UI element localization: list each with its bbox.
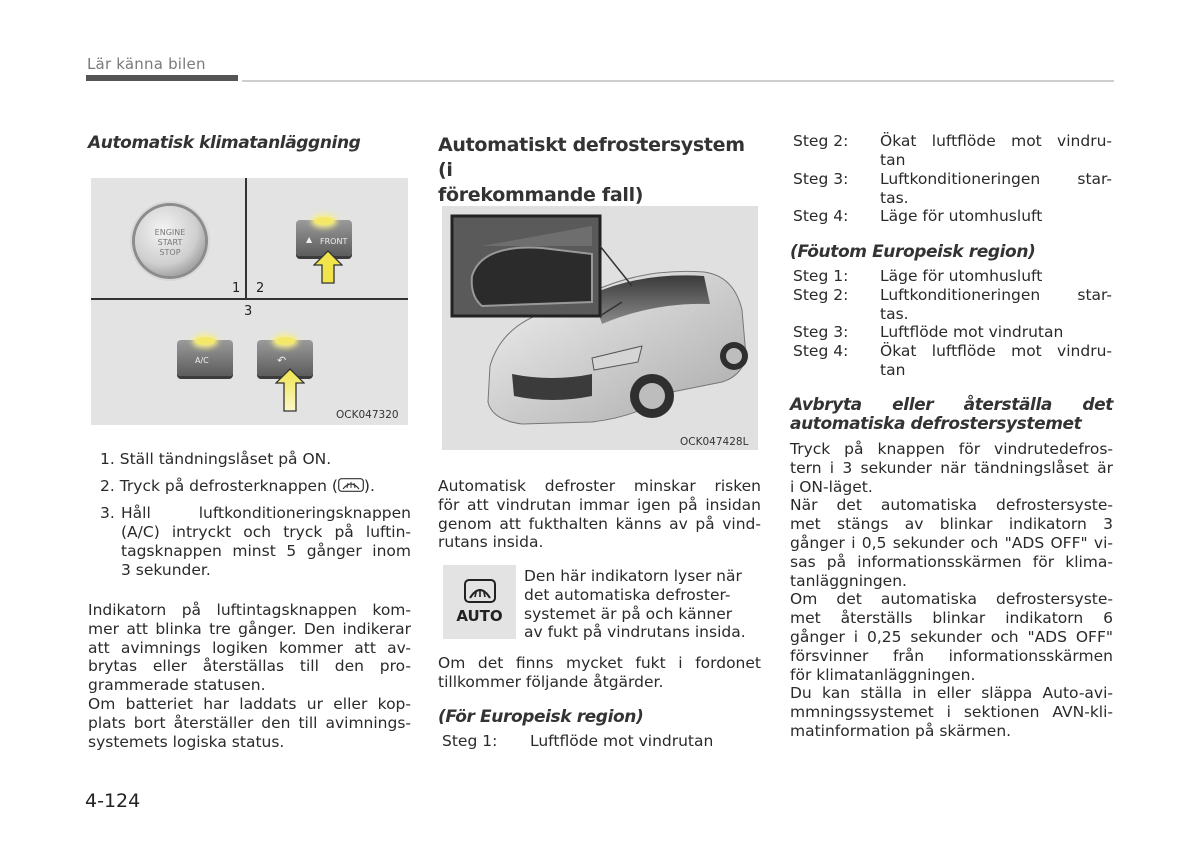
text-line: försvinner från informationsskärmen [790, 646, 1113, 665]
figure-code: OCK047428L [680, 436, 749, 448]
step-text: Läge för utomhusluft [880, 207, 1043, 225]
list-item [100, 477, 375, 496]
heading-auto-defrost [438, 133, 763, 208]
step-label: Steg 1: [793, 267, 849, 285]
step-text: Ställ tändningslåset på ON. [119, 450, 332, 468]
car-illustration [442, 206, 758, 450]
step-text-line: tagsknappen minst 5 gånger inom [121, 542, 411, 560]
step-label: Steg 1: [442, 732, 498, 750]
text-line: Om batteriet har laddats ur eller kop- [88, 694, 411, 713]
middle-paragraph-1 [438, 477, 761, 552]
header-rule [242, 80, 1114, 82]
divider-horizontal [91, 298, 408, 300]
figure-label-1: 1 [232, 281, 241, 296]
list-item [100, 450, 331, 469]
right-paragraph [790, 440, 1113, 741]
step-number: 2. [100, 477, 115, 495]
step-text-line: (A/C) intryckt och tryck på luftin- [121, 523, 411, 541]
text-line: brytas eller återställas till den pro- [88, 657, 411, 676]
step-label: Steg 2: [793, 132, 849, 150]
step-label: Steg 4: [793, 342, 849, 360]
text-line: tanläggningen. [790, 571, 907, 590]
text-line: sas på informationsskärmen för klima- [790, 552, 1113, 571]
car-mirror-figure [442, 206, 758, 450]
text-line: Om det finns mycket fukt i fordonet [438, 654, 761, 672]
heading-line: Avbryta eller återställa det [790, 395, 1113, 415]
left-paragraph [88, 601, 411, 751]
defrost-icon [338, 478, 364, 492]
step-text: Tryck på defrosterknappen ( [119, 477, 338, 495]
indicator-description [524, 567, 764, 642]
text-line: mer att blinka tre gånger. Den indikerar [88, 619, 411, 638]
middle-paragraph-2 [438, 654, 761, 692]
step-number: 1. [100, 450, 115, 468]
list-item [100, 504, 115, 523]
recirculation-icon: ↶ [277, 354, 287, 367]
text-line: för klimatanläggningen. [790, 665, 976, 684]
text-line: met återställs blinkar indikatorn 6 [790, 609, 1113, 628]
header-bar [86, 75, 238, 81]
step-text: Luftkonditioneringen star- [880, 286, 1112, 304]
text-line: mmningssystemet i sektionen AVN-kli- [790, 703, 1113, 722]
climate-figure [91, 178, 408, 425]
text-line: matinformation på skärmen. [790, 721, 1012, 740]
auto-label: AUTO [456, 607, 503, 625]
start-label-stop: STOP [159, 248, 181, 257]
text-line: gånger i 0,25 sekunder och "ADS OFF" [790, 627, 1113, 646]
subheading-eu: (För Europeisk region) [438, 707, 644, 727]
arrow-up-icon [313, 250, 343, 284]
step-text-end: ). [363, 477, 375, 495]
text-line: Du kan ställa in eller släppa Auto-avi- [790, 684, 1113, 703]
start-stop-button-illustration [135, 206, 205, 276]
step-label: Steg 4: [793, 207, 849, 225]
text-line: av fukt på vindrutans insida. [524, 623, 746, 642]
step-text-line: Håll luftkonditioneringsknappen [121, 504, 411, 522]
section-title: Lär känna bilen [87, 55, 206, 73]
step-number: 3. [100, 504, 115, 522]
text-line: tillkommer följande åtgärder. [438, 672, 664, 691]
auto-defrost-indicator-icon [443, 565, 516, 639]
text-line: systemet är på och känner [524, 604, 733, 623]
text-line: att avimnings logiken kommer att av- [88, 638, 411, 657]
step-text: tan [880, 151, 906, 169]
divider-vertical [245, 178, 247, 300]
step-label: Steg 3: [793, 323, 849, 341]
ac-key-illustration [177, 340, 233, 376]
text-line: i ON-läget. [790, 477, 873, 496]
text-line: Indikatorn på luftintagsknappen kom- [88, 601, 411, 619]
text-line: tern i 3 sekunder när tändningslåset är [790, 458, 1113, 477]
figure-label-2: 2 [256, 281, 265, 296]
text-line: Om det automatiska defrostersyste- [790, 590, 1113, 609]
ac-key-label: A/C [195, 356, 209, 365]
text-line: När det automatiska defrostersyste- [790, 496, 1113, 515]
step-text: Ökat luftflöde mot vindru- [880, 132, 1112, 150]
front-key-label: FRONT [320, 237, 348, 246]
start-label-start: START [157, 238, 183, 247]
text-line: met stängs av blinkar indikatorn 3 [790, 515, 1113, 534]
step-text-line: 3 sekunder. [121, 561, 211, 579]
heading-reset-defrost [790, 396, 1113, 434]
step-label: Steg 2: [793, 286, 849, 304]
text-line: genom att fukthalten känns av på vind- [438, 514, 761, 533]
step-text: Luftflöde mot vindrutan [880, 323, 1064, 341]
text-line: gånger i 0,5 sekunder och "ADS OFF" vi- [790, 533, 1113, 552]
step-text: tas. [880, 189, 909, 207]
text-line: grammerade statusen. [88, 676, 266, 695]
text-line: Den här indikatorn lyser när [524, 567, 742, 585]
text-line: Tryck på knappen för vindrutedefros- [790, 440, 1113, 458]
heading-line: Automatiskt defrostersystem (i [438, 134, 745, 181]
subheading-non-eu: (Föutom Europeisk region) [790, 242, 1036, 262]
step-text: tas. [880, 305, 909, 323]
heading-auto-climate: Automatisk klimatanläggning [88, 133, 361, 153]
step-text: Luftflöde mot vindrutan [530, 732, 714, 750]
text-line: plats bort återställer den till avimnings- [88, 713, 411, 732]
text-line: för att vindrutan immar igen på insidan [438, 495, 761, 514]
figure-code: OCK047320 [336, 409, 399, 421]
figure-label-3: 3 [244, 304, 253, 319]
defrost-icon [464, 579, 496, 603]
heading-line: automatiska defrostersystemet [790, 414, 1082, 434]
step-text: Ökat luftflöde mot vindru- [880, 342, 1112, 360]
defrost-icon: ▲ [306, 235, 313, 244]
text-line: rutans insida. [438, 533, 544, 552]
page-number: 4-124 [85, 790, 141, 812]
heading-line: förekommande fall) [438, 184, 644, 206]
arrow-up-icon [275, 368, 305, 412]
step-text: Luftkonditioneringen star- [880, 170, 1112, 188]
text-line: Automatisk defroster minskar risken [438, 477, 761, 495]
text-line: det automatiska defroster- [524, 585, 731, 604]
text-line: systemets logiska status. [88, 732, 285, 751]
step-text: Läge för utomhusluft [880, 267, 1043, 285]
step-label: Steg 3: [793, 170, 849, 188]
step-text: tan [880, 361, 906, 379]
start-label-engine: ENGINE [154, 228, 186, 237]
